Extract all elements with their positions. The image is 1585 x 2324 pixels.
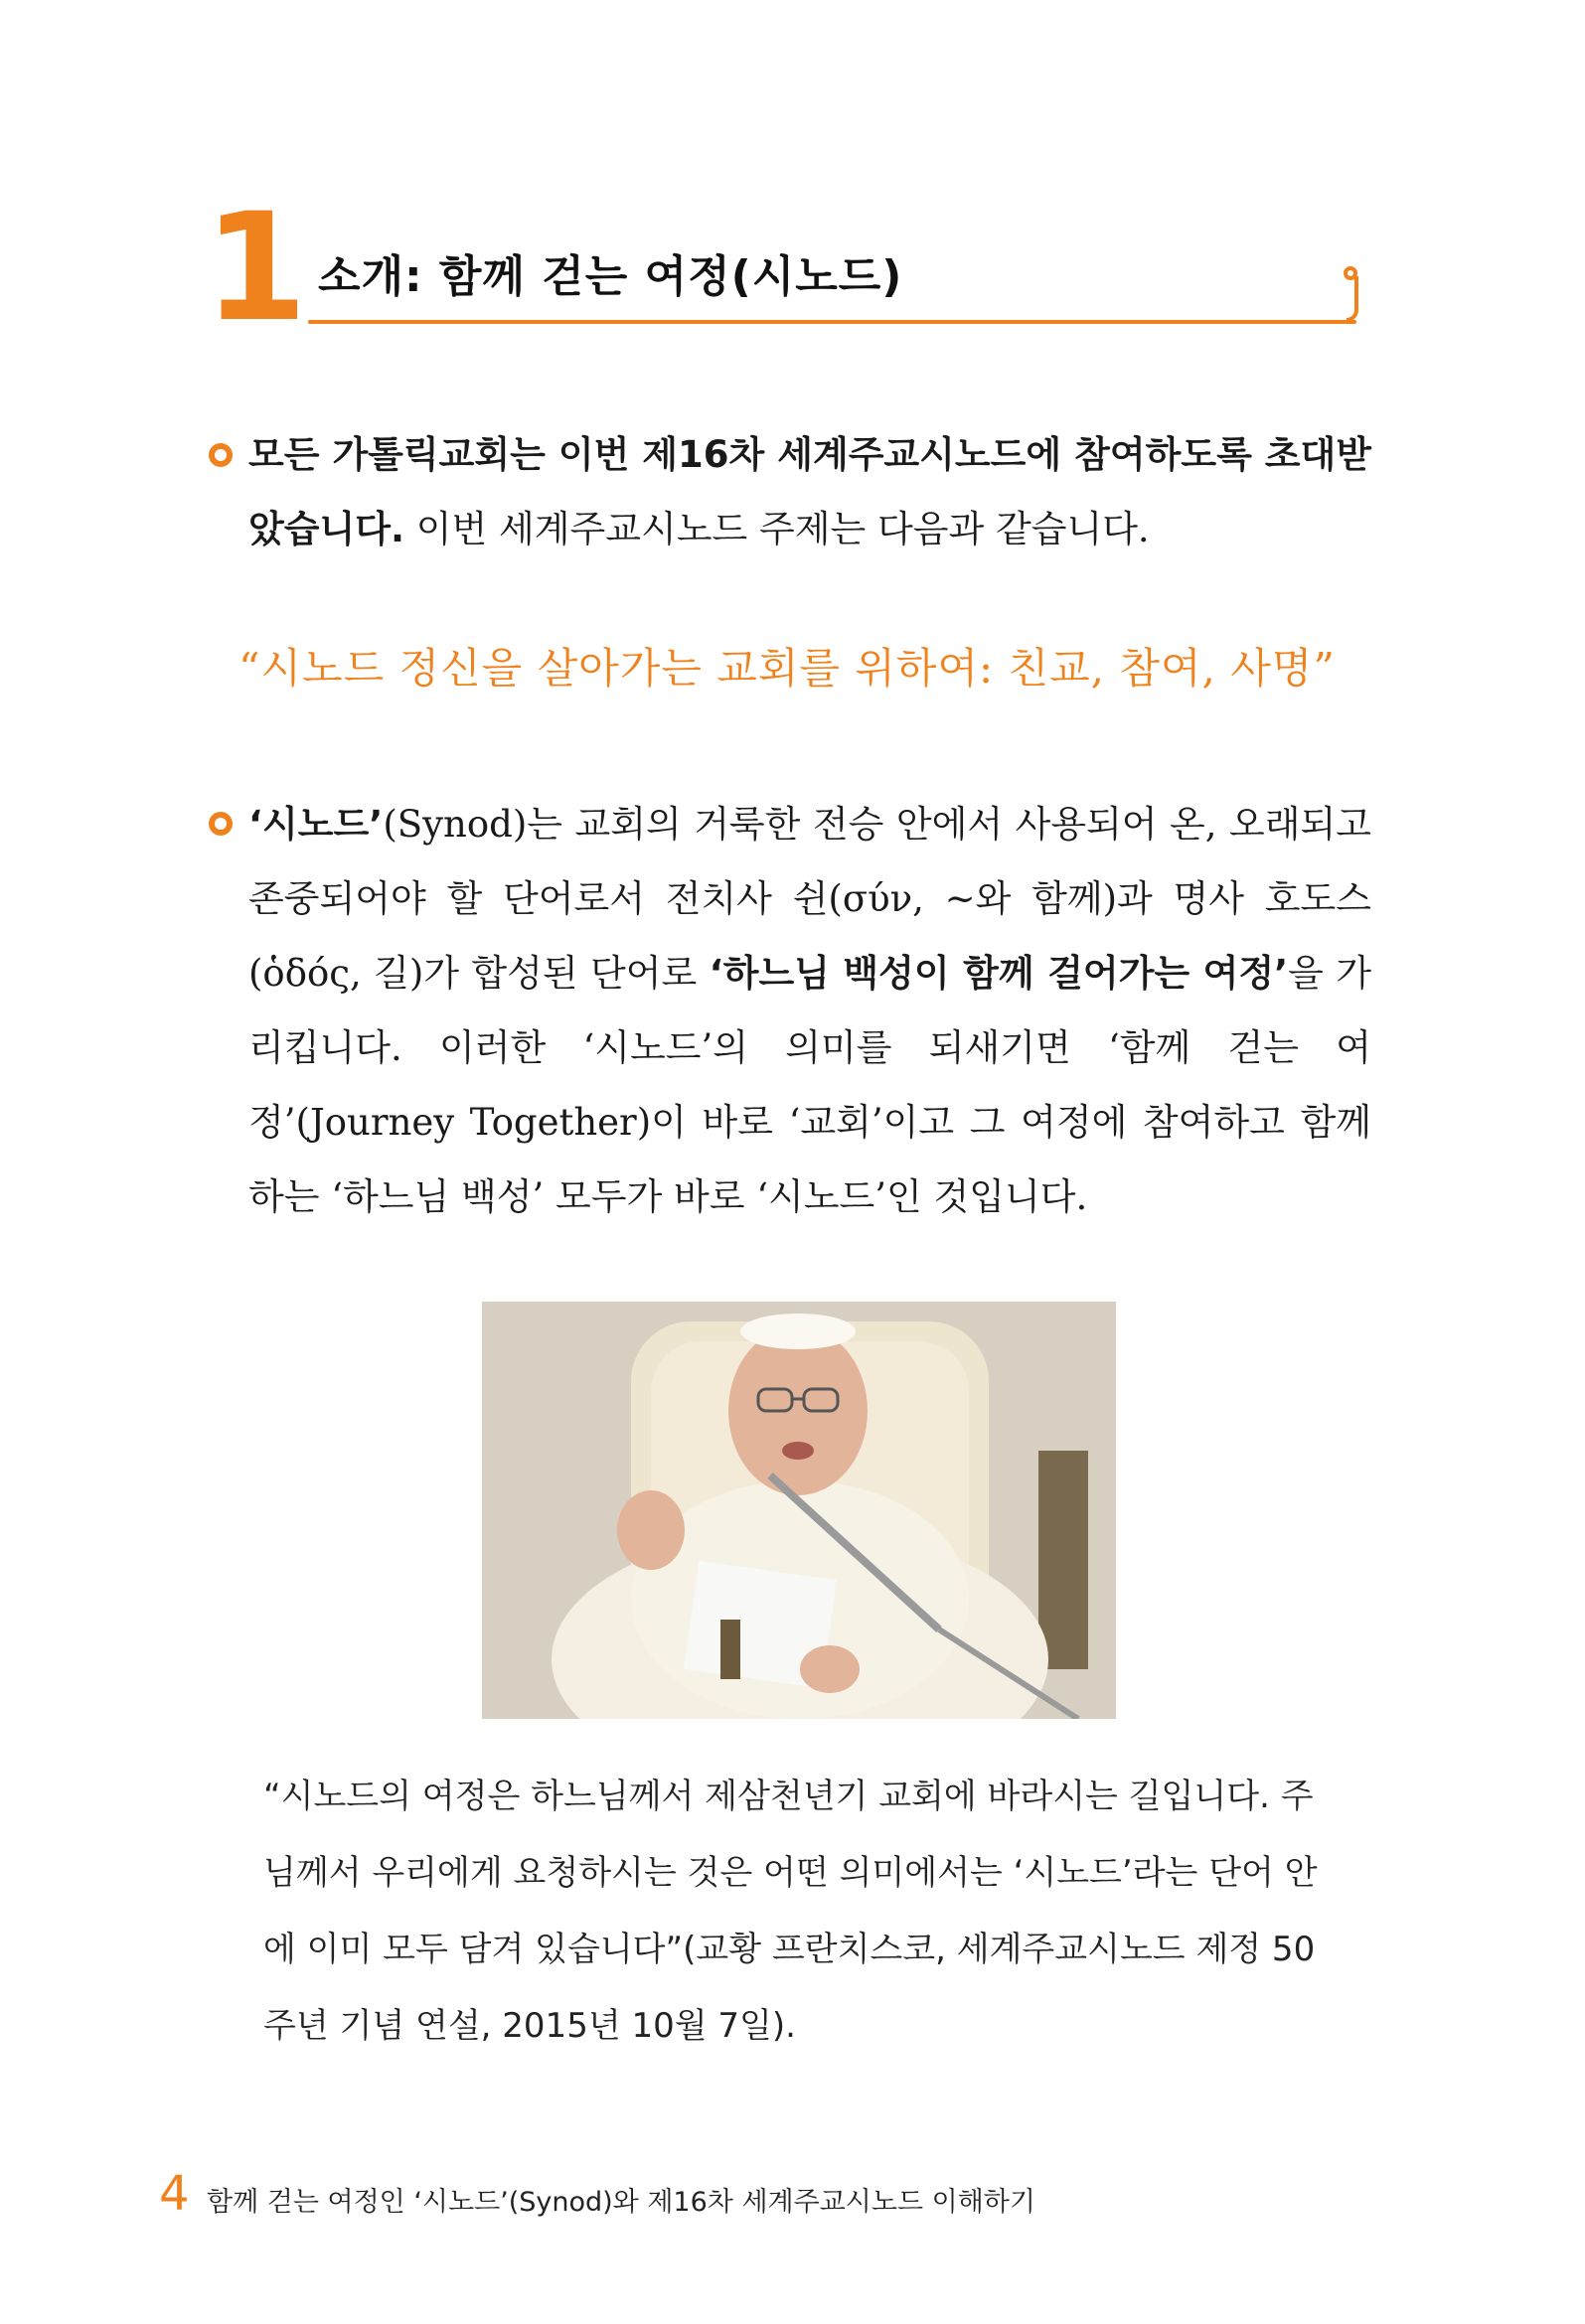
paragraph-invitation-rest: 이번 세계주교시노드 주제는 다음과 같습니다. [404,508,1150,550]
bullet-icon [209,812,233,836]
header-dot-decoration [1344,266,1357,280]
paragraph-invitation-bold: 모든 가톨릭교회는 이번 제16차 세계주교시노드에 참여하도록 초대받았습니다. [248,433,1371,550]
header-hook-decoration [1347,276,1358,322]
section-number: 1 [204,182,308,355]
synod-theme: “시노드 정신을 살아가는 교회를 위하여: 친교, 참여, 사명” [238,644,1336,693]
bullet-icon [209,443,233,467]
paragraph-synod-text-2: 을 가리킵니다. 이러한 ‘시노드’의 의미를 되새기면 ‘함께 걷는 여정’(Journey Together)이 바로 ‘교회’이고 그 여정에 참여하고 함께하는 ‘하느님 백성’ 모두가 바로 ‘시노드’인 것입니다. [248,952,1372,1218]
pope-photo [482,1302,1116,1719]
paragraph-synod-meaning [248,787,1371,1234]
pope-quote-caption: “시노드의 여정은 하느님께서 제삼천년기 교회에 바라시는 길입니다. 주님께서 우리에게 요청하시는 것은 어떤 의미에서는 ‘시노드’라는 단어 안에 이미 모두 담겨 있습니다”(교황 프란치스코, 세계주교시노드 제정 50주년 기념 연설, 2015년 10월 7일). [263,1777,1318,2046]
term-synod: ‘시노드’ [248,803,384,846]
section-header [204,182,1376,355]
header-underline [308,320,1356,324]
page-number: 4 [159,2166,190,2222]
paragraph-invitation [248,417,1371,566]
page-footer [159,2166,1053,2226]
paragraph-synod-text-1: (Synod)는 교회의 거룩한 전승 안에서 사용되어 온, 오래되고 존중되어야 할 단어로서 전치사 쉰(σύν, ~와 함께)과 명사 호도스(ὁδός, 길)가 합성된 단어로 [248,803,1371,995]
footer-book-title: 함께 걷는 여정인 ‘시노드’(Synod)와 제16차 세계주교시노드 이해하기 [207,2187,1035,2218]
phrase-journey: ‘하느님 백성이 함께 걸어가는 여정’ [709,952,1289,995]
section-title: 소개: 함께 걷는 여정(시노드) [318,251,903,302]
